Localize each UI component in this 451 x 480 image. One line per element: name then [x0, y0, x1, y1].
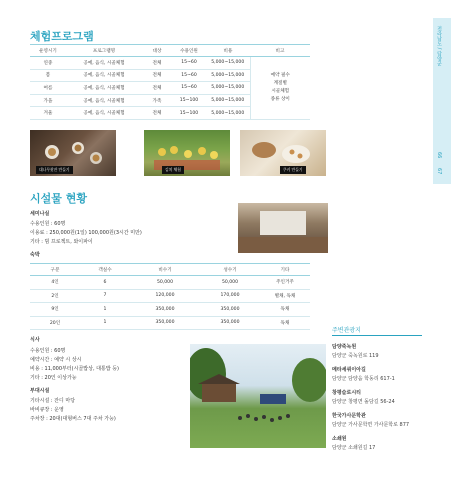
lodging-title: 숙박 [30, 252, 40, 258]
photo-kimchi [144, 130, 230, 176]
place-addr: 담양군 담양읍 학동리 617-1 [332, 376, 395, 382]
photo-seminar-room [238, 203, 328, 253]
note-line: 시골체험 [271, 88, 290, 94]
cell-cost: 5,000~15,000 [206, 69, 250, 82]
cell-cost: 5,000~15,000 [206, 107, 250, 120]
cell-rooms: 6 [80, 276, 130, 290]
col-program: 프로그램명 [66, 45, 142, 57]
cell-etc: 독채 [260, 303, 310, 317]
cell-capacity: 15~60 [172, 69, 206, 82]
cell-capacity: 15~60 [172, 57, 206, 70]
table-row [30, 57, 310, 70]
cell-season: 연중 [30, 57, 66, 70]
program-table-header [30, 45, 310, 57]
cell-target: 가족 [142, 94, 172, 107]
cell-capacity: 15~60 [172, 82, 206, 95]
meal-line: 기타 : 20인 이상가능 [30, 375, 77, 381]
cell-capacity: 15~100 [172, 94, 206, 107]
cell-note [250, 57, 310, 120]
photo-caption: 김치 체험 [162, 166, 184, 174]
cell-etc: 주인거주 [260, 276, 310, 290]
cell-peak: 350,000 [200, 303, 260, 317]
cell-peak: 50,000 [200, 276, 260, 290]
seminar-line: 수용인원 : 60명 [30, 221, 66, 227]
cell-type: 9인 [30, 303, 80, 317]
cell-capacity: 15~100 [172, 107, 206, 120]
cell-offseason: 120,000 [130, 289, 200, 303]
kimchi-illustration [144, 130, 230, 176]
meal-title: 식사 [30, 337, 40, 343]
meal-line: 예약시간 : 예약 시 상시 [30, 357, 82, 363]
side-region-label: 전라남도 / 담양군 [436, 26, 442, 66]
cell-season: 가을 [30, 94, 66, 107]
extra-line: 바비큐장 : 운영 [30, 407, 64, 413]
cell-type: 20인 [30, 316, 80, 330]
place-name: 메타세쿼이아길 [332, 367, 366, 373]
cell-peak: 170,000 [200, 289, 260, 303]
lodging-table [30, 263, 310, 330]
table-row [30, 276, 310, 290]
col-cost: 비용 [206, 45, 250, 57]
photo-caption: 대나무찻잔 만들기 [36, 166, 73, 174]
cell-season: 겨울 [30, 107, 66, 120]
col-capacity: 수용인원 [172, 45, 206, 57]
col-rooms: 객실수 [80, 264, 130, 276]
col-offseason: 비수기 [130, 264, 200, 276]
cell-cost: 5,000~15,000 [206, 94, 250, 107]
table-row [30, 289, 310, 303]
place-addr: 담양군 가사문학면 가사문학로 877 [332, 422, 410, 428]
meal-line: 수용인원 : 60명 [30, 348, 66, 354]
cell-rooms: 7 [80, 289, 130, 303]
place-name: 소쇄원 [332, 436, 347, 442]
col-target: 대상 [142, 45, 172, 57]
cell-program: 공예, 음식, 시골체험 [66, 69, 142, 82]
col-etc: 기타 [260, 264, 310, 276]
nearby-title: 주변관광지 [332, 327, 361, 334]
program-table [30, 44, 310, 120]
col-type: 구분 [30, 264, 80, 276]
cell-target: 전체 [142, 82, 172, 95]
col-note: 비고 [250, 45, 310, 57]
photo-caption: 쿠키 만들기 [280, 166, 306, 174]
page-number-left: 66 [436, 152, 442, 159]
seminar-room-illustration [238, 203, 328, 253]
cell-offseason: 350,000 [130, 303, 200, 317]
cell-season: 여름 [30, 82, 66, 95]
note-line: 종류 상이 [270, 96, 290, 102]
extra-title: 부대시설 [30, 388, 50, 394]
meal-line: 비용 : 11,000부터(시골밥상, 대통밥 등) [30, 366, 119, 372]
extra-line: 주차장 : 20대(대형버스 7대 주차 가능) [30, 416, 116, 422]
lodging-table-header [30, 264, 310, 276]
cell-target: 전체 [142, 57, 172, 70]
cell-rooms: 1 [80, 303, 130, 317]
note-line: 예약 필수 [270, 72, 290, 78]
cell-program: 공예, 음식, 시골체험 [66, 107, 142, 120]
seminar-line: 이용료 : 250,000원(1일) 100,000원(3시간 미만) [30, 230, 142, 236]
cell-target: 전체 [142, 69, 172, 82]
cell-cost: 5,000~15,000 [206, 57, 250, 70]
courtyard-illustration [190, 344, 326, 448]
cell-etc: 별채, 독채 [260, 289, 310, 303]
place-addr: 담양군 죽녹원로 119 [332, 353, 379, 359]
cell-program: 공예, 음식, 시골체험 [66, 57, 142, 70]
table-row [30, 316, 310, 330]
cell-type: 4인 [30, 276, 80, 290]
photo-cookies [240, 130, 326, 176]
place-addr: 담양군 창평면 돌담길 56-24 [332, 399, 395, 405]
cell-program: 공예, 음식, 시골체험 [66, 82, 142, 95]
place-name: 담양죽녹원 [332, 344, 357, 350]
page-number-right: 67 [436, 168, 442, 175]
extra-line: 기타시설 : 잔디 마당 [30, 398, 76, 404]
col-season: 운영시기 [30, 45, 66, 57]
cell-target: 전체 [142, 107, 172, 120]
seminar-title: 세미나실 [30, 211, 50, 217]
seminar-line: 기타 : 빔 프로젝트, 와이파이 [30, 239, 93, 245]
photo-courtyard [190, 344, 326, 448]
cell-type: 2인 [30, 289, 80, 303]
col-peak: 성수기 [200, 264, 260, 276]
place-name: 창평슬로시티 [332, 390, 361, 396]
photo-tea-cups [30, 130, 116, 176]
cell-cost: 5,000~15,000 [206, 82, 250, 95]
place-addr: 담양군 소쇄원길 17 [332, 445, 376, 451]
cell-program: 공예, 음식, 시골체험 [66, 94, 142, 107]
facility-title: 시설물 현황 [30, 192, 87, 205]
cell-season: 봄 [30, 69, 66, 82]
cell-peak: 350,000 [200, 316, 260, 330]
cell-rooms: 1 [80, 316, 130, 330]
place-name: 한국가사문학관 [332, 413, 366, 419]
program-title: 체험프로그램 [30, 30, 94, 43]
cell-offseason: 350,000 [130, 316, 200, 330]
note-line: 계절별 [273, 80, 287, 86]
table-row [30, 303, 310, 317]
cell-etc: 독채 [260, 316, 310, 330]
cell-offseason: 50,000 [130, 276, 200, 290]
nearby-divider [332, 335, 422, 336]
